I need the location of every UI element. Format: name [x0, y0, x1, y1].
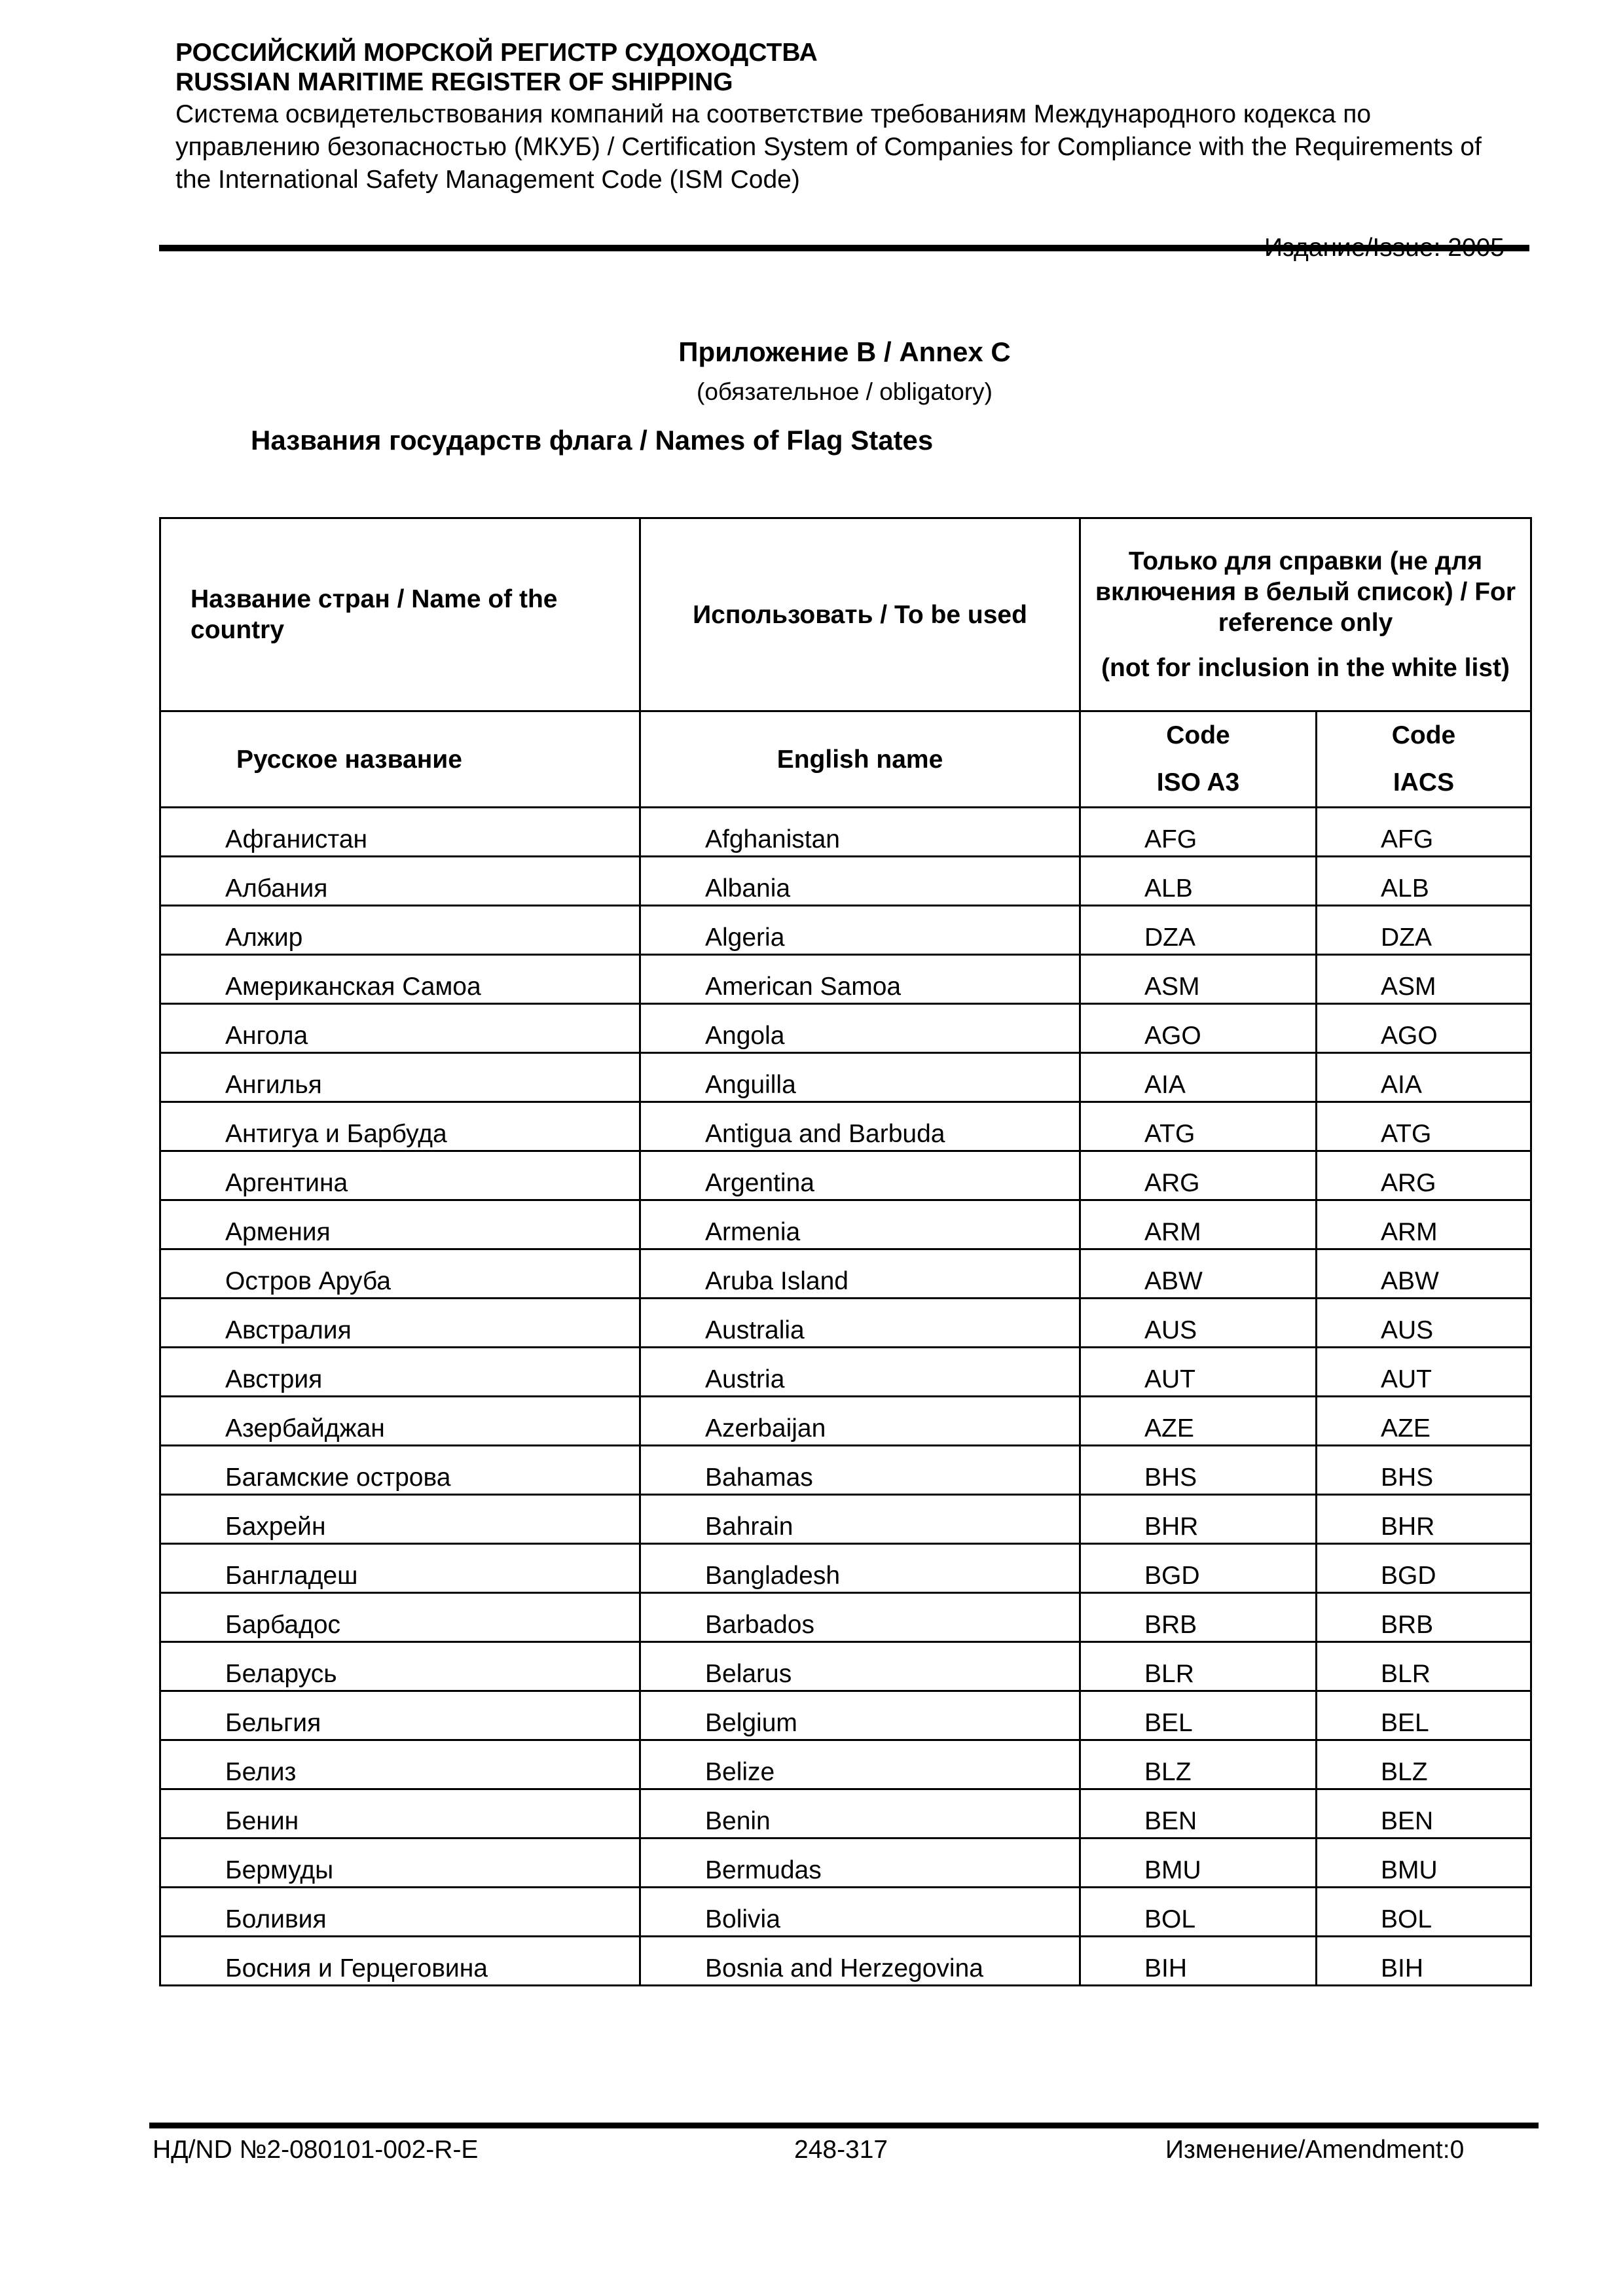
- cell-iso-code: BIH: [1080, 1937, 1317, 1986]
- cell-iso-code: BRB: [1080, 1593, 1317, 1642]
- table-body: [160, 808, 1531, 1986]
- cell-iacs-code: AUT: [1317, 1348, 1531, 1397]
- cell-russian-name: Багамские острова: [160, 1446, 640, 1495]
- cell-iso-code: BEN: [1080, 1789, 1317, 1839]
- cell-iacs-code: BHR: [1317, 1495, 1531, 1544]
- org-name-ru: РОССИЙСКИЙ МОРСКОЙ РЕГИСТР СУДОХОДСТВА: [175, 39, 818, 67]
- table-subheader-row: [160, 711, 1531, 808]
- cell-iacs-code: BGD: [1317, 1544, 1531, 1593]
- cell-russian-name: Беларусь: [160, 1642, 640, 1691]
- header-reference-only: [1080, 518, 1531, 711]
- cell-english-name: Armenia: [640, 1200, 1080, 1249]
- cell-iso-code: BMU: [1080, 1839, 1317, 1888]
- table-title: Названия государств флага / Names of Flag States: [251, 425, 934, 456]
- cell-russian-name: Босния и Герцеговина: [160, 1937, 640, 1986]
- cell-iacs-code: AFG: [1317, 808, 1531, 857]
- cell-english-name: Australia: [640, 1299, 1080, 1348]
- footer-page-number: 248-317: [794, 2136, 888, 2164]
- cell-iacs-code: BRB: [1317, 1593, 1531, 1642]
- cell-iso-code: BOL: [1080, 1888, 1317, 1937]
- cell-iso-code: BEL: [1080, 1691, 1317, 1740]
- cell-english-name: Aruba Island: [640, 1249, 1080, 1299]
- cell-iso-code: AZE: [1080, 1397, 1317, 1446]
- cell-iacs-code: BOL: [1317, 1888, 1531, 1937]
- cell-russian-name: Бахрейн: [160, 1495, 640, 1544]
- cell-english-name: Albania: [640, 857, 1080, 906]
- cell-english-name: Austria: [640, 1348, 1080, 1397]
- table-row: [160, 1397, 1531, 1446]
- cell-iacs-code: BEN: [1317, 1789, 1531, 1839]
- table-row: [160, 1642, 1531, 1691]
- table-row: [160, 1839, 1531, 1888]
- cell-english-name: Afghanistan: [640, 808, 1080, 857]
- table-row: [160, 1789, 1531, 1839]
- cell-iacs-code: AZE: [1317, 1397, 1531, 1446]
- header-to-be-used: Использовать / To be used: [640, 518, 1080, 711]
- table-row: [160, 1740, 1531, 1789]
- cell-iacs-code: ATG: [1317, 1102, 1531, 1151]
- header-code-iacs: [1317, 711, 1531, 808]
- cell-iso-code: BLZ: [1080, 1740, 1317, 1789]
- cell-russian-name: Албания: [160, 857, 640, 906]
- cell-iso-code: AIA: [1080, 1053, 1317, 1102]
- table-row: [160, 1053, 1531, 1102]
- cell-russian-name: Антигуа и Барбуда: [160, 1102, 640, 1151]
- cell-russian-name: Аргентина: [160, 1151, 640, 1200]
- cell-russian-name: Барбадос: [160, 1593, 640, 1642]
- cell-english-name: Argentina: [640, 1151, 1080, 1200]
- reference-only-label: Только для справки (не для включения в белый список) / For reference only: [1095, 547, 1516, 637]
- system-title: Система освидетельствования компаний на соответствие требованиям Международного кодекса по управлению безопасностью (МКУБ) / Certification System of Companies for Compliance with the Requirements of the International Safety Management Code (ISM Code): [175, 100, 1482, 194]
- cell-iso-code: AGO: [1080, 1004, 1317, 1053]
- cell-russian-name: Ангола: [160, 1004, 640, 1053]
- cell-russian-name: Ангилья: [160, 1053, 640, 1102]
- cell-english-name: Bosnia and Herzegovina: [640, 1937, 1080, 1986]
- cell-iacs-code: BHS: [1317, 1446, 1531, 1495]
- cell-iacs-code: AGO: [1317, 1004, 1531, 1053]
- table-row: [160, 1151, 1531, 1200]
- cell-english-name: Belarus: [640, 1642, 1080, 1691]
- cell-iso-code: AUT: [1080, 1348, 1317, 1397]
- cell-russian-name: Алжир: [160, 906, 640, 955]
- header-english-name: English name: [640, 711, 1080, 808]
- table-row: [160, 906, 1531, 955]
- cell-english-name: Bangladesh: [640, 1544, 1080, 1593]
- table-row: [160, 955, 1531, 1004]
- cell-english-name: Belize: [640, 1740, 1080, 1789]
- cell-iacs-code: DZA: [1317, 906, 1531, 955]
- iso-a3-label: ISO A3: [1156, 768, 1240, 797]
- cell-iacs-code: ARG: [1317, 1151, 1531, 1200]
- code-label: Code: [1391, 721, 1456, 749]
- table-row: [160, 857, 1531, 906]
- cell-iso-code: DZA: [1080, 906, 1317, 955]
- cell-english-name: Barbados: [640, 1593, 1080, 1642]
- cell-russian-name: Австрия: [160, 1348, 640, 1397]
- header-name-of-country: Название стран / Name of the country: [160, 518, 640, 711]
- table-header-row: [160, 518, 1531, 711]
- annex-subtitle: (обязательное / obligatory): [697, 378, 993, 405]
- cell-russian-name: Армения: [160, 1200, 640, 1249]
- cell-english-name: Anguilla: [640, 1053, 1080, 1102]
- cell-russian-name: Афганистан: [160, 808, 640, 857]
- cell-iacs-code: AUS: [1317, 1299, 1531, 1348]
- cell-english-name: Bermudas: [640, 1839, 1080, 1888]
- cell-iacs-code: ASM: [1317, 955, 1531, 1004]
- cell-english-name: Belgium: [640, 1691, 1080, 1740]
- cell-russian-name: Американская Самоа: [160, 955, 640, 1004]
- cell-iso-code: BHS: [1080, 1446, 1317, 1495]
- cell-russian-name: Бангладеш: [160, 1544, 640, 1593]
- cell-iso-code: ARM: [1080, 1200, 1317, 1249]
- header-russian-name: Русское название: [160, 711, 640, 808]
- table-row: [160, 1544, 1531, 1593]
- cell-iso-code: AUS: [1080, 1299, 1317, 1348]
- org-name-en: RUSSIAN MARITIME REGISTER OF SHIPPING: [175, 68, 733, 96]
- cell-iacs-code: AIA: [1317, 1053, 1531, 1102]
- cell-iso-code: BHR: [1080, 1495, 1317, 1544]
- table-row: [160, 1249, 1531, 1299]
- cell-russian-name: Австралия: [160, 1299, 640, 1348]
- cell-iso-code: BLR: [1080, 1642, 1317, 1691]
- cell-russian-name: Бенин: [160, 1789, 640, 1839]
- cell-english-name: American Samoa: [640, 955, 1080, 1004]
- cell-iso-code: ASM: [1080, 955, 1317, 1004]
- cell-iso-code: ARG: [1080, 1151, 1317, 1200]
- table-row: [160, 1004, 1531, 1053]
- cell-iso-code: ALB: [1080, 857, 1317, 906]
- cell-english-name: Benin: [640, 1789, 1080, 1839]
- annex-title: Приложение В / Annex C: [678, 336, 1011, 367]
- reference-note: (not for inclusion in the white list): [1101, 654, 1510, 682]
- table-row: [160, 1937, 1531, 1986]
- table-row: [160, 1200, 1531, 1249]
- code-label: Code: [1166, 721, 1230, 749]
- table-row: [160, 808, 1531, 857]
- footer-divider: [149, 2123, 1539, 2128]
- iacs-label: IACS: [1393, 768, 1455, 797]
- cell-iacs-code: ARM: [1317, 1200, 1531, 1249]
- cell-iso-code: AFG: [1080, 808, 1317, 857]
- table-row: [160, 1593, 1531, 1642]
- footer-doc-number: НД/ND №2-080101-002-R-E: [153, 2136, 479, 2164]
- cell-iacs-code: BMU: [1317, 1839, 1531, 1888]
- cell-english-name: Angola: [640, 1004, 1080, 1053]
- table-row: [160, 1495, 1531, 1544]
- cell-iacs-code: ALB: [1317, 857, 1531, 906]
- cell-iso-code: ABW: [1080, 1249, 1317, 1299]
- cell-english-name: Algeria: [640, 906, 1080, 955]
- cell-english-name: Bahamas: [640, 1446, 1080, 1495]
- table-row: [160, 1691, 1531, 1740]
- cell-english-name: Antigua and Barbuda: [640, 1102, 1080, 1151]
- cell-english-name: Azerbaijan: [640, 1397, 1080, 1446]
- table-row: [160, 1348, 1531, 1397]
- cell-russian-name: Бермуды: [160, 1839, 640, 1888]
- table-row: [160, 1299, 1531, 1348]
- cell-english-name: Bahrain: [640, 1495, 1080, 1544]
- cell-iacs-code: BEL: [1317, 1691, 1531, 1740]
- cell-iacs-code: BLZ: [1317, 1740, 1531, 1789]
- table-row: [160, 1102, 1531, 1151]
- cell-russian-name: Остров Аруба: [160, 1249, 640, 1299]
- header-code-iso: [1080, 711, 1317, 808]
- table-row: [160, 1888, 1531, 1937]
- cell-iso-code: BGD: [1080, 1544, 1317, 1593]
- cell-iso-code: ATG: [1080, 1102, 1317, 1151]
- document-header: [175, 38, 1511, 196]
- cell-iacs-code: BLR: [1317, 1642, 1531, 1691]
- footer-amendment: Изменение/Amendment:0: [1165, 2136, 1465, 2164]
- cell-english-name: Bolivia: [640, 1888, 1080, 1937]
- cell-russian-name: Белиз: [160, 1740, 640, 1789]
- header-divider: [159, 245, 1529, 251]
- table-row: [160, 1446, 1531, 1495]
- cell-iacs-code: ABW: [1317, 1249, 1531, 1299]
- cell-russian-name: Азербайджан: [160, 1397, 640, 1446]
- cell-russian-name: Боливия: [160, 1888, 640, 1937]
- flag-states-table: [159, 517, 1532, 1986]
- cell-iacs-code: BIH: [1317, 1937, 1531, 1986]
- cell-russian-name: Бельгия: [160, 1691, 640, 1740]
